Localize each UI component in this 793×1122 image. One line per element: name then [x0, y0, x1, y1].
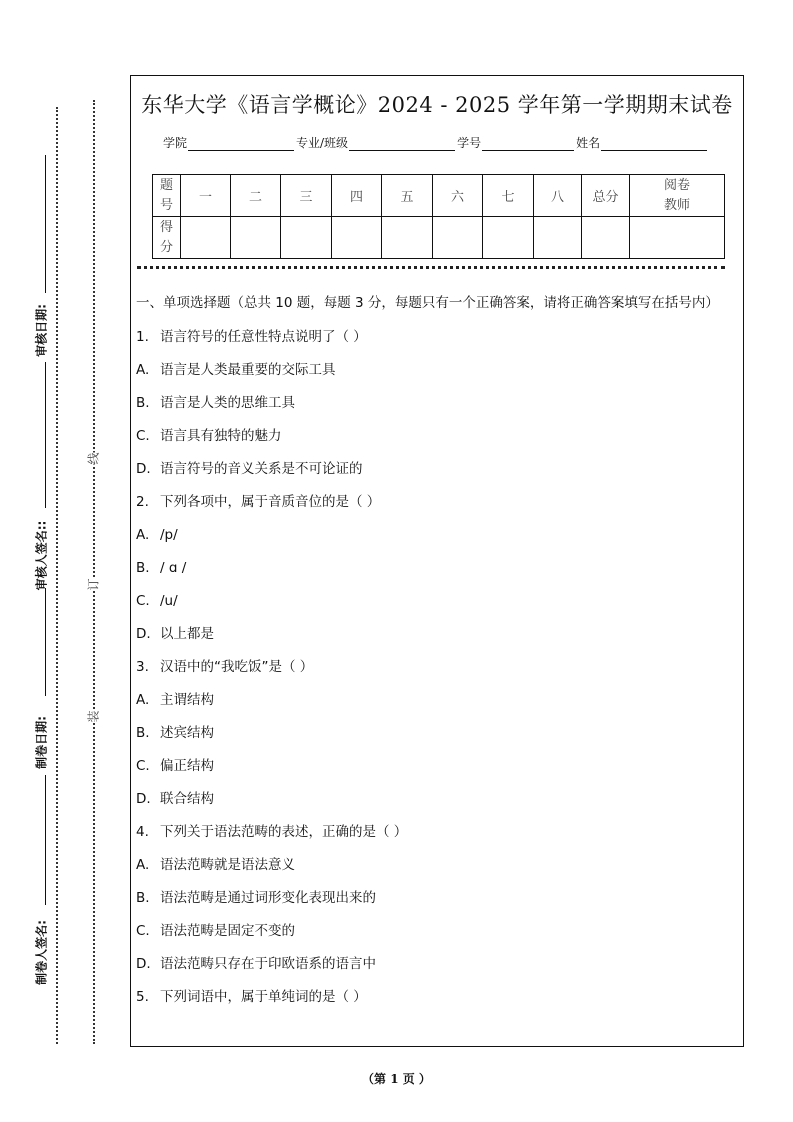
grader-signature-cell[interactable]	[630, 217, 725, 259]
score-cell[interactable]	[483, 217, 534, 259]
col-header-total: 总分	[582, 175, 630, 217]
cut-mark-install: 装	[83, 710, 104, 722]
major-class-label: 专业/班级	[296, 136, 349, 150]
signature-line-reviewer-2	[45, 588, 46, 696]
option[interactable]: C. 语法范畴是固定不变的	[136, 923, 295, 939]
question-stem: 3. 汉语中的“我吃饭”是（ ）	[136, 659, 314, 675]
label-maker-date: 制卷日期:	[34, 716, 49, 769]
option[interactable]: D. 以上都是	[136, 626, 214, 642]
college-field[interactable]	[188, 138, 294, 151]
question-stem: 2. 下列各项中，属于音质音位的是（ ）	[136, 494, 381, 510]
question-stem: 1. 语言符号的任意性特点说明了（ ）	[136, 329, 367, 345]
label-review-date: 审核日期:	[34, 304, 49, 357]
score-cell[interactable]	[382, 217, 433, 259]
option[interactable]: C. 语言具有独特的魅力	[136, 428, 282, 444]
col-header: 四	[332, 175, 382, 217]
major-class-field[interactable]	[349, 138, 455, 151]
option[interactable]: C. 偏正结构	[136, 758, 214, 774]
question-number-label: 题 号	[153, 175, 181, 217]
option[interactable]: A. 主谓结构	[136, 692, 214, 708]
score-table	[152, 174, 725, 259]
col-header: 七	[483, 175, 534, 217]
label-maker-signature: 制卷人签名:	[34, 920, 49, 985]
signature-line-reviewer	[45, 362, 46, 508]
option[interactable]: D. 语法范畴只存在于印欧语系的语言中	[136, 956, 376, 972]
col-header: 六	[433, 175, 483, 217]
option[interactable]: B. 语言是人类的思维工具	[136, 395, 295, 411]
student-id-field[interactable]	[482, 138, 574, 151]
score-table-score-row	[153, 217, 725, 259]
score-table-header-row	[153, 175, 725, 217]
score-cell[interactable]	[231, 217, 281, 259]
question-stem: 4. 下列关于语法范畴的表述，正确的是（ ）	[136, 824, 408, 840]
exam-title: 东华大学《语言学概论》2024 - 2025 学年第一学期期末试卷	[141, 93, 733, 117]
score-cell[interactable]	[433, 217, 483, 259]
option[interactable]: C. /u/	[136, 593, 178, 609]
student-info-row	[163, 134, 709, 151]
exam-page-frame	[130, 75, 744, 1047]
section-heading: 一、单项选择题（总共 10 题，每题 3 分，每题只有一个正确答案，请将正确答案填写在括号内）	[136, 295, 719, 311]
exam-body	[136, 292, 733, 1015]
name-label: 姓名	[576, 136, 601, 150]
dotted-separator	[137, 266, 725, 269]
page-number: （第 1 页 ）	[362, 1072, 431, 1086]
option[interactable]: B. / ɑ /	[136, 560, 187, 576]
score-cell-total[interactable]	[582, 217, 630, 259]
outer-dotted-line	[93, 100, 95, 1044]
question-stem: 5. 下列词语中，属于单纯词的是（ ）	[136, 989, 367, 1005]
signature-line-review-date	[45, 155, 46, 293]
option[interactable]: A. 语言是人类最重要的交际工具	[136, 362, 336, 378]
col-header: 三	[281, 175, 332, 217]
option[interactable]: D. 联合结构	[136, 791, 214, 807]
col-header: 二	[231, 175, 281, 217]
option[interactable]: A. 语法范畴就是语法意义	[136, 857, 295, 873]
option[interactable]: B. 述宾结构	[136, 725, 214, 741]
option[interactable]: A. /p/	[136, 527, 178, 543]
cut-mark-bind: 订	[83, 578, 104, 590]
option[interactable]: D. 语言符号的音义关系是不可论证的	[136, 461, 363, 477]
inner-dotted-line	[56, 107, 58, 1044]
score-cell[interactable]	[181, 217, 231, 259]
label-reviewer-signature: 审核人签名::	[34, 520, 49, 591]
score-cell[interactable]	[534, 217, 582, 259]
cut-mark-line: 线	[83, 452, 104, 464]
option[interactable]: B. 语法范畴是通过词形变化表现出来的	[136, 890, 376, 906]
signature-line-maker-date	[45, 775, 46, 905]
score-cell[interactable]	[332, 217, 382, 259]
col-header: 一	[181, 175, 231, 217]
score-label: 得 分	[153, 217, 181, 259]
name-field[interactable]	[601, 138, 707, 151]
col-header: 八	[534, 175, 582, 217]
score-cell[interactable]	[281, 217, 332, 259]
college-label: 学院	[163, 136, 188, 150]
col-header: 五	[382, 175, 433, 217]
grader-label: 阅卷 教师	[630, 175, 725, 217]
student-id-label: 学号	[457, 136, 482, 150]
